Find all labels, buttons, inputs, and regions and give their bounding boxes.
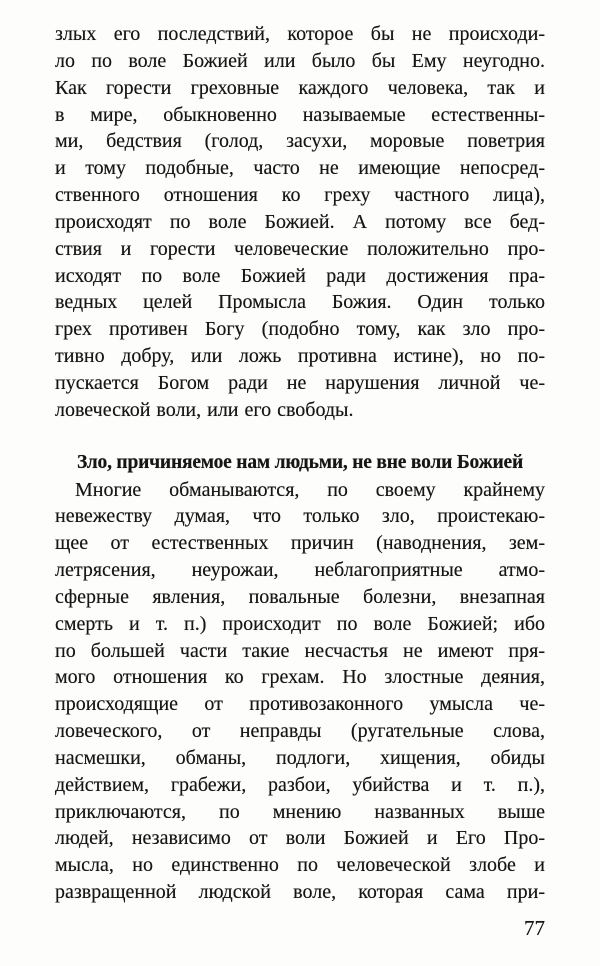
paragraph-continuation: [55, 21, 545, 424]
paragraph: [55, 477, 545, 907]
page-body: [55, 21, 545, 942]
text-line: ловеческой воли, или его свободы.: [55, 398, 354, 421]
text-line: мысла, но единственно по человеческой злобе и: [55, 854, 545, 877]
text-line: невежеству думая, что только зло, проистекаю-: [55, 505, 545, 528]
text-line: ловеческого, от неправды (ругательные слова,: [55, 720, 545, 743]
text-line: в мире, обыкновенно называемые естественны-: [55, 103, 545, 126]
text-line: ствия и горести человеческие положительно про-: [55, 237, 545, 260]
text-line: тивно добру, или ложь противна истине), но по-: [55, 345, 545, 368]
text-line: происходящие от противозаконного умысла че-: [55, 693, 545, 716]
text-line: щее от естественных причин (наводнения, зем-: [55, 532, 545, 555]
text-line: пускается Богом ради не нарушения личной че-: [55, 371, 545, 394]
text-line: летрясения, неурожаи, неблагоприятные атмо-: [55, 559, 545, 582]
text-line: развращенной людской воле, которая сама при-: [55, 881, 545, 904]
text-line: злых его последствий, которое бы не происходи-: [55, 23, 545, 45]
text-line: мого отношения ко грехам. Но злостные деяния,: [55, 666, 545, 689]
text-line: приключаются, по мнению названных выше: [55, 800, 545, 823]
text-line: происходят по воле Божией. А потому все бед-: [55, 210, 545, 233]
text-line: грех противен Богу (подобно тому, как зло про-: [55, 318, 545, 341]
text-line: и тому подобные, часто не имеющие непосред-: [55, 157, 545, 180]
text-line: Многие обманываются, по своему крайнему: [75, 478, 545, 501]
text-line: насмешки, обманы, подлоги, хищения, обиды: [55, 746, 545, 769]
text-line: ведных целей Промысла Божия. Один только: [55, 291, 545, 314]
text-line: Как горести греховные каждого человека, так и: [55, 76, 545, 99]
text-line: действием, грабежи, разбои, убийства и т. п.),: [55, 773, 545, 796]
text-line: ми, бедствия (голод, засухи, моровые поветрия: [55, 130, 545, 153]
text-line: ственного отношения ко греху частного лица),: [55, 184, 545, 207]
text-line: смерть и т. п.) происходит по воле Божией; ибо: [55, 612, 545, 635]
text-line: исходят по воле Божией ради достижения пра-: [55, 264, 545, 287]
section-heading: Зло, причиняемое нам людьми, не вне воли Божией: [76, 451, 524, 473]
text-line: по большей части такие несчастья не имеют пря-: [55, 639, 545, 662]
text-line: сферные явления, повальные болезни, внезапная: [55, 585, 545, 608]
page-number: 77: [524, 916, 545, 940]
text-line: людей, независимо от воли Божией и Его Про-: [55, 827, 545, 850]
text-line: ло по воле Божией или было бы Ему неугодно.: [55, 49, 545, 72]
